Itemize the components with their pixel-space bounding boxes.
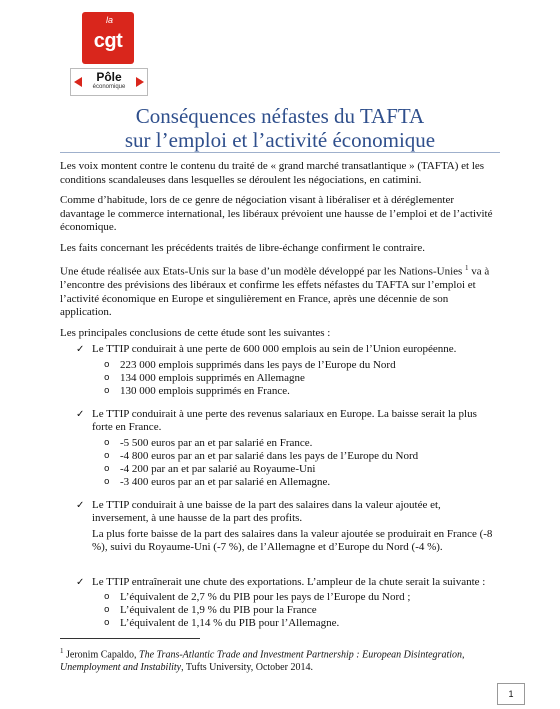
circle-bullet-icon: o [104, 618, 110, 629]
footnote-work-title: The Trans-Atlantic Trade and Investment Partnership : European Disintegration, Unemployment and Instability [60, 649, 465, 673]
bullet-exports-text: Le TTIP entraînerait une chute des exportations. L’ampleur de la chute serait la suivante : [92, 575, 486, 588]
title-line-1: Conséquences néfastes du TAFTA [135, 104, 425, 128]
footnote-reference[interactable]: 1 [465, 264, 469, 272]
cgt-logo-prefix: la [106, 15, 114, 25]
paragraph-study [60, 262, 500, 320]
list-item: o 130 000 emplois supprimés en France. [104, 384, 290, 397]
bullet-jobs-text: Le TTIP conduirait à une perte de 600 000 emplois au sein de l’Union européenne. [92, 343, 457, 356]
list-item: o 223 000 emplois supprimés dans les pays de l’Europe du Nord [104, 358, 396, 371]
document-title [0, 104, 560, 152]
pole-title: Pôle [96, 70, 122, 84]
list-item: o L’équivalent de 1,14 % du PIB pour l’Allemagne. [104, 617, 340, 630]
footnote-number: 1 [60, 647, 64, 655]
footnote-publisher: , Tufts University, October 2014. [181, 661, 313, 673]
study-text-before: Une étude réalisée aux Etats-Unis sur la base d’un modèle développé par les Nations-Unies [60, 265, 466, 278]
list-item: o L’équivalent de 1,9 % du PIB pour la France [104, 604, 317, 617]
list-item: o -4 200 par an et par salarié au Royaume-Uni [104, 462, 316, 475]
list-item: o -3 400 euros par an et par salarié en Allemagne. [104, 475, 331, 488]
list-item: o L’équivalent de 2,7 % du PIB pour les pays de l’Europe du Nord ; [104, 591, 411, 604]
title-divider [60, 152, 500, 153]
bullet-exports [60, 576, 500, 590]
cgt-logo-mark [82, 12, 134, 64]
paragraph-1: Les voix montent contre le contenu du traité de « grand marché transatlantique » (TAFTA) et les conditions scandaleuses dans lesquelles se déroulent les négociations, en catimini. [60, 160, 485, 186]
list-item: o -5 500 euros par an et par salarié en France. [104, 436, 313, 449]
checkmark-icon: ✓ [76, 344, 85, 356]
bullet-wages [60, 408, 500, 435]
cgt-logo [60, 12, 155, 96]
exports-sublist [60, 591, 500, 630]
circle-bullet-icon: o [104, 372, 110, 383]
study-text-after: va à l’encontre des prévisions des libéraux et confirme les effets néfastes du TAFTA sur l’emploi et l’activité économique en Europe et singulièrement en France, après une décennie de son application. [60, 265, 490, 319]
circle-bullet-icon: o [104, 605, 110, 616]
jobs-sublist [60, 359, 500, 398]
document-body [60, 160, 500, 630]
list-item: o 134 000 emplois supprimés en Allemagne [104, 371, 305, 384]
pole-subtitle: économique [92, 84, 126, 90]
bullet-jobs [60, 343, 500, 357]
footnote-divider [60, 638, 200, 639]
circle-bullet-icon: o [104, 437, 110, 448]
title-line-2: sur l’emploi et l’activité économique [124, 128, 436, 152]
list-item: o -4 800 euros par an et par salarié dans les pays de l’Europe du Nord [104, 449, 419, 462]
circle-bullet-icon: o [104, 476, 110, 487]
circle-bullet-icon: o [104, 592, 110, 603]
circle-bullet-icon: o [104, 463, 110, 474]
bullet-wage-share [60, 499, 500, 526]
wages-sublist [60, 437, 500, 489]
checkmark-icon: ✓ [76, 499, 85, 511]
bullet-wage-share-text: Le TTIP conduirait à une baisse de la part des salaires dans la valeur ajoutée et, inversement, à une hausse de la part des profits. [92, 498, 441, 525]
paragraph-intro: Les principales conclusions de cette étude sont les suivantes : [60, 326, 331, 339]
circle-bullet-icon: o [104, 450, 110, 461]
checkmark-icon: ✓ [76, 408, 85, 420]
page-number: 1 [497, 683, 525, 705]
paragraph-3: Les faits concernant les précédents traités de libre-échange confirment le contraire. [60, 241, 425, 254]
wage-share-detail: La plus forte baisse de la part des salaires dans la valeur ajoutée se produirait en France (-8 %), suivi du Royaume-Uni (-7 %), de l’Allemagne et d’Europe du Nord (-4 %). [92, 527, 493, 554]
circle-bullet-icon: o [104, 359, 110, 370]
bullet-wages-text: Le TTIP conduirait à une perte des revenus salariaux en Europe. La baisse serait la plus forte en France. [92, 407, 477, 434]
circle-bullet-icon: o [104, 385, 110, 396]
footnote-author: Jeronim Capaldo, [66, 649, 140, 661]
cgt-logo-text: cgt [93, 30, 123, 52]
paragraph-2: Comme d’habitude, lors de ce genre de négociation visant à libéraliser et à déréglementer davantage le commerce international, les libéraux prévoient une hausse de l’emploi et de l’activité économique. [60, 194, 493, 233]
checkmark-icon: ✓ [76, 576, 85, 588]
pole-economique-badge [70, 68, 148, 96]
footnote [60, 645, 500, 674]
